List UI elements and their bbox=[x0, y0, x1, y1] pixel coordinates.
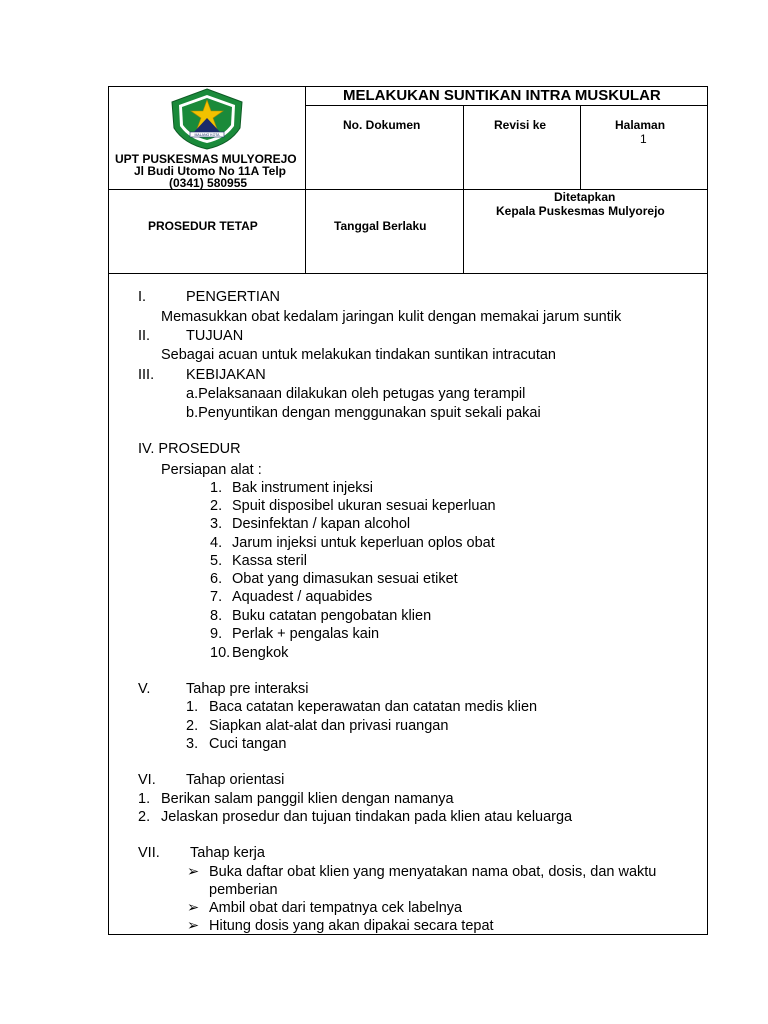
list-item-number: 5. bbox=[210, 553, 223, 569]
ditetapkan-label: Ditetapkan bbox=[554, 190, 616, 204]
title-divider bbox=[305, 105, 708, 106]
list-item: Siapkan alat-alat dan privasi ruangan bbox=[209, 718, 449, 734]
list-item: Hitung dosis yang akan dipakai secara tepat bbox=[209, 918, 494, 934]
section-1-number: I. bbox=[138, 289, 147, 305]
section-2-text: Sebagai acuan untuk melakukan tindakan suntikan intracutan bbox=[161, 347, 556, 363]
org-phone: (0341) 580955 bbox=[169, 176, 248, 190]
kepala-label: Kepala Puskesmas Mulyorejo bbox=[496, 204, 665, 218]
list-item: Desinfektan / kapan alcohol bbox=[232, 516, 411, 532]
list-item-number: 9. bbox=[210, 626, 223, 642]
list-item: Jelaskan prosedur dan tujuan tindakan pada klien atau keluarga bbox=[161, 809, 573, 825]
list-item-number: 2. bbox=[186, 718, 199, 734]
list-item: Cuci tangan bbox=[209, 736, 287, 752]
list-item: Perlak + pengalas kain bbox=[232, 626, 380, 642]
revisi-label: Revisi ke bbox=[494, 118, 547, 132]
col-divider-3 bbox=[580, 105, 581, 189]
section-1-title: PENGERTIAN bbox=[186, 289, 281, 305]
halaman-value: 1 bbox=[640, 132, 647, 146]
list-item: Baca catatan keperawatan dan catatan medis klien bbox=[209, 699, 538, 715]
list-item-number: 10. bbox=[210, 645, 231, 661]
list-item-number: 8. bbox=[210, 608, 223, 624]
list-item-number: 3. bbox=[186, 736, 199, 752]
document-title: MELAKUKAN SUNTIKAN INTRA MUSKULAR bbox=[343, 87, 661, 104]
list-item-number: 2. bbox=[138, 809, 151, 825]
section-5-number: V. bbox=[138, 681, 151, 697]
list-item: Aquadest / aquabides bbox=[232, 589, 373, 605]
list-item: Berikan salam panggil klien dengan namanya bbox=[161, 791, 454, 807]
section-3-item: b.Penyuntikan dengan menggunakan spuit sekali pakai bbox=[186, 405, 541, 421]
list-item-number: 3. bbox=[210, 516, 223, 532]
section-3-number: III. bbox=[138, 367, 155, 383]
list-item: Jarum injeksi untuk keperluan oplos obat bbox=[232, 535, 495, 551]
list-item-number: 1. bbox=[210, 480, 223, 496]
section-1-text: Memasukkan obat kedalam jaringan kulit dengan memakai jarum suntik bbox=[161, 309, 622, 325]
list-item: Ambil obat dari tempatnya cek labelnya bbox=[209, 900, 463, 916]
list-item: Spuit disposibel ukuran sesuai keperluan bbox=[232, 498, 496, 514]
list-item: Bengkok bbox=[232, 645, 289, 661]
list-item: Bak instrument injeksi bbox=[232, 480, 374, 496]
section-3-title: KEBIJAKAN bbox=[186, 367, 266, 383]
org-name: UPT PUSKESMAS MULYOREJO bbox=[115, 152, 297, 166]
puskesmas-logo bbox=[168, 88, 246, 150]
col-divider-2 bbox=[463, 105, 464, 273]
org-address: Jl Budi Utomo No 11A Telp bbox=[134, 164, 287, 178]
col-divider-1 bbox=[305, 86, 306, 273]
section-7-number: VII. bbox=[138, 845, 160, 861]
section-4-title: IV. PROSEDUR bbox=[138, 441, 241, 457]
no-dokumen-label: No. Dokumen bbox=[343, 118, 421, 132]
list-item-number: 7. bbox=[210, 589, 223, 605]
row-divider-2 bbox=[108, 273, 708, 274]
list-item-continuation: pemberian bbox=[209, 882, 278, 898]
list-item-number: 2. bbox=[210, 498, 223, 514]
section-2-title: TUJUAN bbox=[186, 328, 244, 344]
list-item-number: 1. bbox=[138, 791, 151, 807]
section-5-title: Tahap pre interaksi bbox=[186, 681, 309, 697]
list-item: Buka daftar obat klien yang menyatakan nama obat, dosis, dan waktu bbox=[209, 864, 657, 880]
list-item-number: 1. bbox=[186, 699, 199, 715]
section-2-number: II. bbox=[138, 328, 151, 344]
halaman-label: Halaman bbox=[615, 118, 666, 132]
section-6-number: VI. bbox=[138, 772, 156, 788]
svg-text:MALANG KOTA: MALANG KOTA bbox=[194, 133, 220, 137]
section-7-title: Tahap kerja bbox=[190, 845, 265, 861]
list-item: Obat yang dimasukan sesuai etiket bbox=[232, 571, 458, 587]
tanggal-berlaku-label: Tanggal Berlaku bbox=[334, 219, 427, 233]
arrow-bullet-icon: ➢ bbox=[187, 900, 200, 916]
prosedur-tetap-label: PROSEDUR TETAP bbox=[148, 219, 258, 233]
arrow-bullet-icon: ➢ bbox=[187, 918, 200, 934]
section-3-item: a.Pelaksanaan dilakukan oleh petugas yang terampil bbox=[186, 386, 526, 402]
list-item-number: 6. bbox=[210, 571, 223, 587]
section-4-subtitle: Persiapan alat : bbox=[161, 462, 262, 478]
section-6-title: Tahap orientasi bbox=[186, 772, 285, 788]
list-item: Buku catatan pengobatan klien bbox=[232, 608, 432, 624]
list-item: Kassa steril bbox=[232, 553, 307, 569]
arrow-bullet-icon: ➢ bbox=[187, 864, 200, 880]
list-item-number: 4. bbox=[210, 535, 223, 551]
